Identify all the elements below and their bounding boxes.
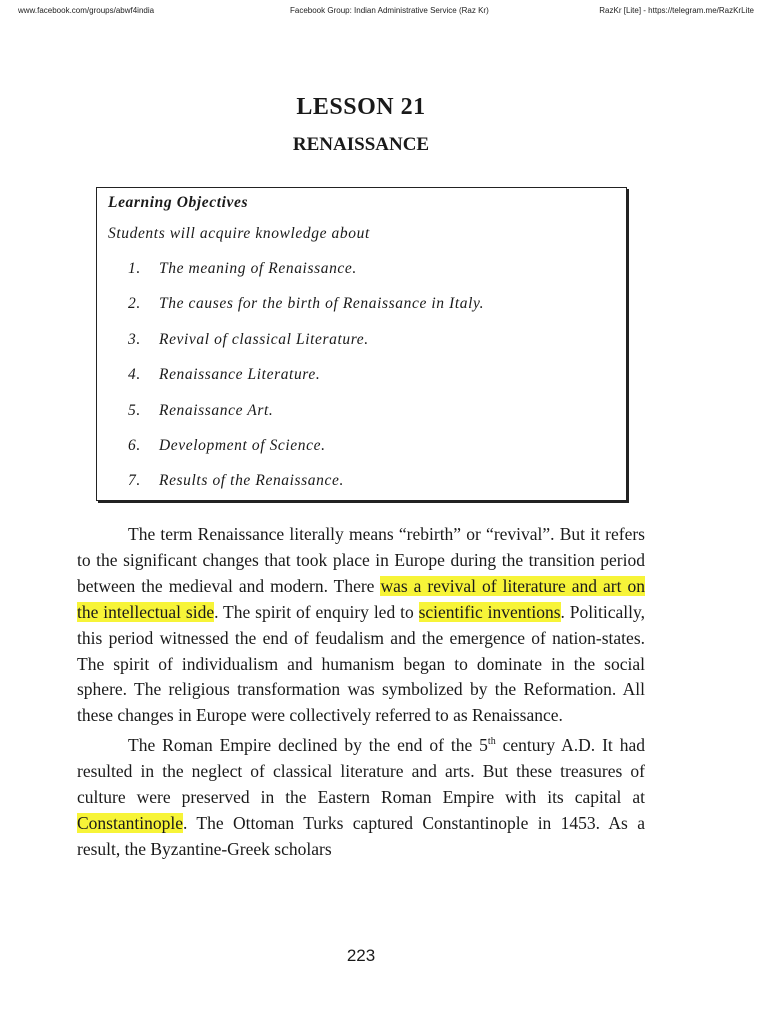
objectives-list <box>128 260 484 508</box>
objective-item <box>128 295 484 330</box>
objectives-intro: Students will acquire knowledge about <box>108 225 370 242</box>
objective-item <box>128 402 484 437</box>
objective-text: The causes for the birth of Renaissance in Italy. <box>159 295 485 313</box>
objective-number: 4. <box>128 366 141 384</box>
text-segment: The term Renaissance literally means “rebirth” or “revival”. But it refers to the significant changes that took place in Europe during the transition period between the medieval and modern. There <box>77 524 645 596</box>
objective-item <box>128 437 484 472</box>
lesson-title: LESSON 21 <box>296 94 426 120</box>
objective-text: Results of the Renaissance. <box>159 472 344 490</box>
learning-objectives-box <box>96 187 627 501</box>
objective-number: 5. <box>128 401 141 419</box>
text-segment: . The Ottoman Turks captured Constantinople in 1453. As a result, the Byzantine-Greek scholars <box>77 812 645 859</box>
page-number: 223 <box>346 946 376 965</box>
objective-text: Development of Science. <box>159 436 326 454</box>
highlighted-text: Constantinople <box>77 812 183 833</box>
objective-item <box>128 472 484 507</box>
objectives-heading: Learning Objectives <box>108 194 249 211</box>
text-segment: century A.D. It had resulted in the neglect of classical literature and arts. But these treasures of culture were preserved in the Eastern Roman Empire with its capital at <box>77 735 645 808</box>
text-segment: . Politically, this period witnessed the end of feudalism and the emergence of nation-states. The spirit of individualism and humanism began to dominate in the social sphere. The religious transformation was symbolized by the Reformation. All these changes in Europe were collectively referred to as Renaissance. <box>77 601 645 726</box>
text-segment: The Roman Empire declined by the end of the 5 <box>128 735 488 756</box>
text-segment: . The spirit of enquiry led to <box>214 601 419 622</box>
objective-text: Renaissance Literature. <box>159 366 321 384</box>
objective-number: 3. <box>128 330 141 348</box>
header-center-text: Facebook Group: Indian Administrative Service (Raz Kr) <box>290 6 489 15</box>
objective-number: 6. <box>128 436 141 454</box>
header-left-url[interactable]: www.facebook.com/groups/abwf4india <box>18 6 155 15</box>
paragraph-2 <box>77 733 645 863</box>
objective-item <box>128 366 484 401</box>
highlighted-text: was a revival of literature and art on the intellectual side <box>77 575 645 622</box>
objective-item <box>128 331 484 366</box>
page-header <box>18 6 754 20</box>
objective-text: Revival of classical Literature. <box>159 330 369 348</box>
objective-number: 7. <box>128 472 141 490</box>
lesson-subtitle: RENAISSANCE <box>292 134 430 155</box>
header-right-url[interactable]: RazKr [Lite] - https://telegram.me/RazKrLite <box>599 6 754 15</box>
superscript: th <box>487 736 496 748</box>
objective-item <box>128 260 484 295</box>
objective-number: 2. <box>128 295 141 313</box>
body-text <box>77 522 645 867</box>
paragraph-1 <box>77 522 645 729</box>
objective-text: The meaning of Renaissance. <box>159 260 357 277</box>
highlighted-text: scientific inventions <box>418 601 561 622</box>
objective-text: Renaissance Art. <box>159 401 274 419</box>
objective-number: 1. <box>128 260 141 277</box>
